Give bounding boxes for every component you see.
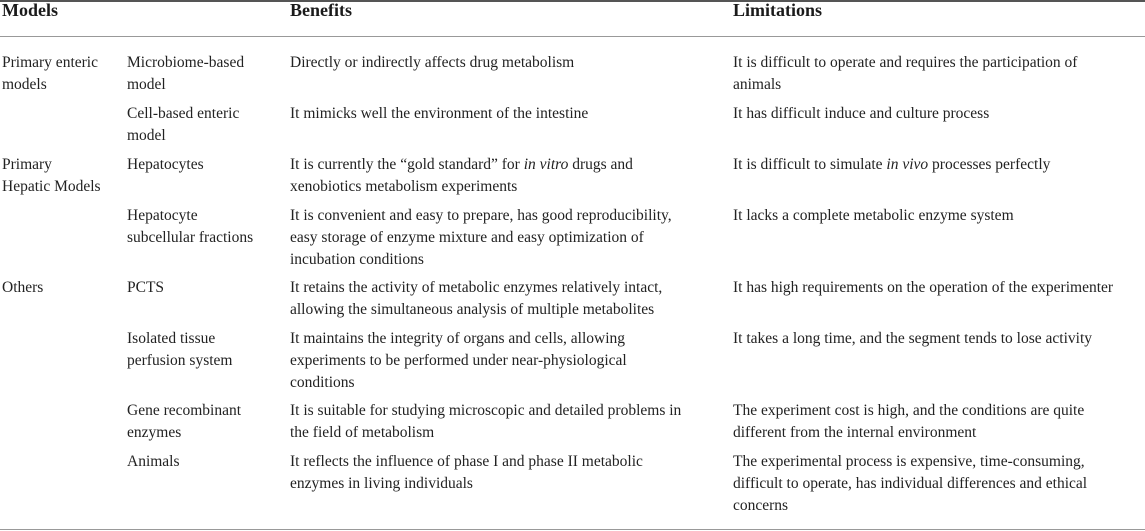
cell-benefits: Directly or indirectly affects drug metabolism xyxy=(290,54,575,71)
cell-benefits: experiments to be performed under near-physiological xyxy=(290,352,627,369)
cell-group: models xyxy=(2,76,47,93)
cell-limitations: different from the internal environment xyxy=(733,424,977,441)
cell-model: Microbiome-based xyxy=(127,54,245,71)
cell-group: Others xyxy=(2,279,44,296)
header-benefits: Benefits xyxy=(290,0,352,20)
cell-model: Animals xyxy=(127,453,180,470)
cell-benefits: It is suitable for studying microscopic and detailed problems in xyxy=(290,402,682,419)
cell-benefits: xenobiotics metabolism experiments xyxy=(290,178,518,195)
cell-limitations: It takes a long time, and the segment tends to lose activity xyxy=(733,330,1092,347)
cell-model: enzymes xyxy=(127,424,182,441)
cell-model: subcellular fractions xyxy=(127,229,254,246)
cell-model: perfusion system xyxy=(127,352,233,369)
cell-benefits: allowing the simultaneous analysis of multiple metabolites xyxy=(290,301,655,318)
cell-benefits: easy storage of enzyme mixture and easy optimization of xyxy=(290,229,644,246)
cell-benefits: It retains the activity of metabolic enzymes relatively intact, xyxy=(290,279,663,296)
cell-model: Hepatocytes xyxy=(127,156,204,173)
cell-benefits: It reflects the influence of phase I and phase II metabolic xyxy=(290,453,643,470)
cell-model: model xyxy=(127,127,166,144)
cell-limitations: animals xyxy=(733,76,782,93)
cell-benefits: incubation conditions xyxy=(290,251,424,268)
cell-model: PCTS xyxy=(127,279,165,296)
cell-limitations: difficult to operate, has individual differences and ethical xyxy=(733,475,1088,492)
cell-group: Hepatic Models xyxy=(2,178,101,195)
header-limitations: Limitations xyxy=(733,0,823,20)
cell-limitations: It lacks a complete metabolic enzyme system xyxy=(733,207,1014,224)
cell-model: Cell-based enteric xyxy=(127,105,240,122)
table-bottom-rule xyxy=(0,529,1145,530)
table-top-rule xyxy=(0,0,1145,2)
cell-benefits: the field of metabolism xyxy=(290,424,435,441)
cell-limitations: It has difficult induce and culture process xyxy=(733,105,990,122)
cell-limitations: It has high requirements on the operation of the experimenter xyxy=(733,279,1114,296)
cell-limitations: The experiment cost is high, and the conditions are quite xyxy=(733,402,1085,419)
cell-benefits: It maintains the integrity of organs and cells, allowing xyxy=(290,330,626,347)
cell-model: Gene recombinant xyxy=(127,402,242,419)
cell-benefits: It is currently the “gold standard” for in vitro drugs and xyxy=(290,156,633,173)
cell-limitations: It is difficult to simulate in vivo processes perfectly xyxy=(733,156,1051,173)
header-models: Models xyxy=(2,0,58,20)
cell-group: Primary enteric xyxy=(2,54,98,71)
cell-limitations: concerns xyxy=(733,497,789,514)
cell-benefits: It mimicks well the environment of the intestine xyxy=(290,105,589,122)
cell-model: model xyxy=(127,76,166,93)
cell-limitations: The experimental process is expensive, time-consuming, xyxy=(733,453,1085,470)
header-rule xyxy=(0,36,1145,37)
cell-limitations: It is difficult to operate and requires the participation of xyxy=(733,54,1078,71)
cell-benefits: enzymes in living individuals xyxy=(290,475,473,492)
cell-model: Hepatocyte xyxy=(127,207,198,224)
cell-benefits: conditions xyxy=(290,374,355,391)
cell-benefits: It is convenient and easy to prepare, has good reproducibility, xyxy=(290,207,672,224)
cell-model: Isolated tissue xyxy=(127,330,216,347)
cell-group: Primary xyxy=(2,156,52,173)
